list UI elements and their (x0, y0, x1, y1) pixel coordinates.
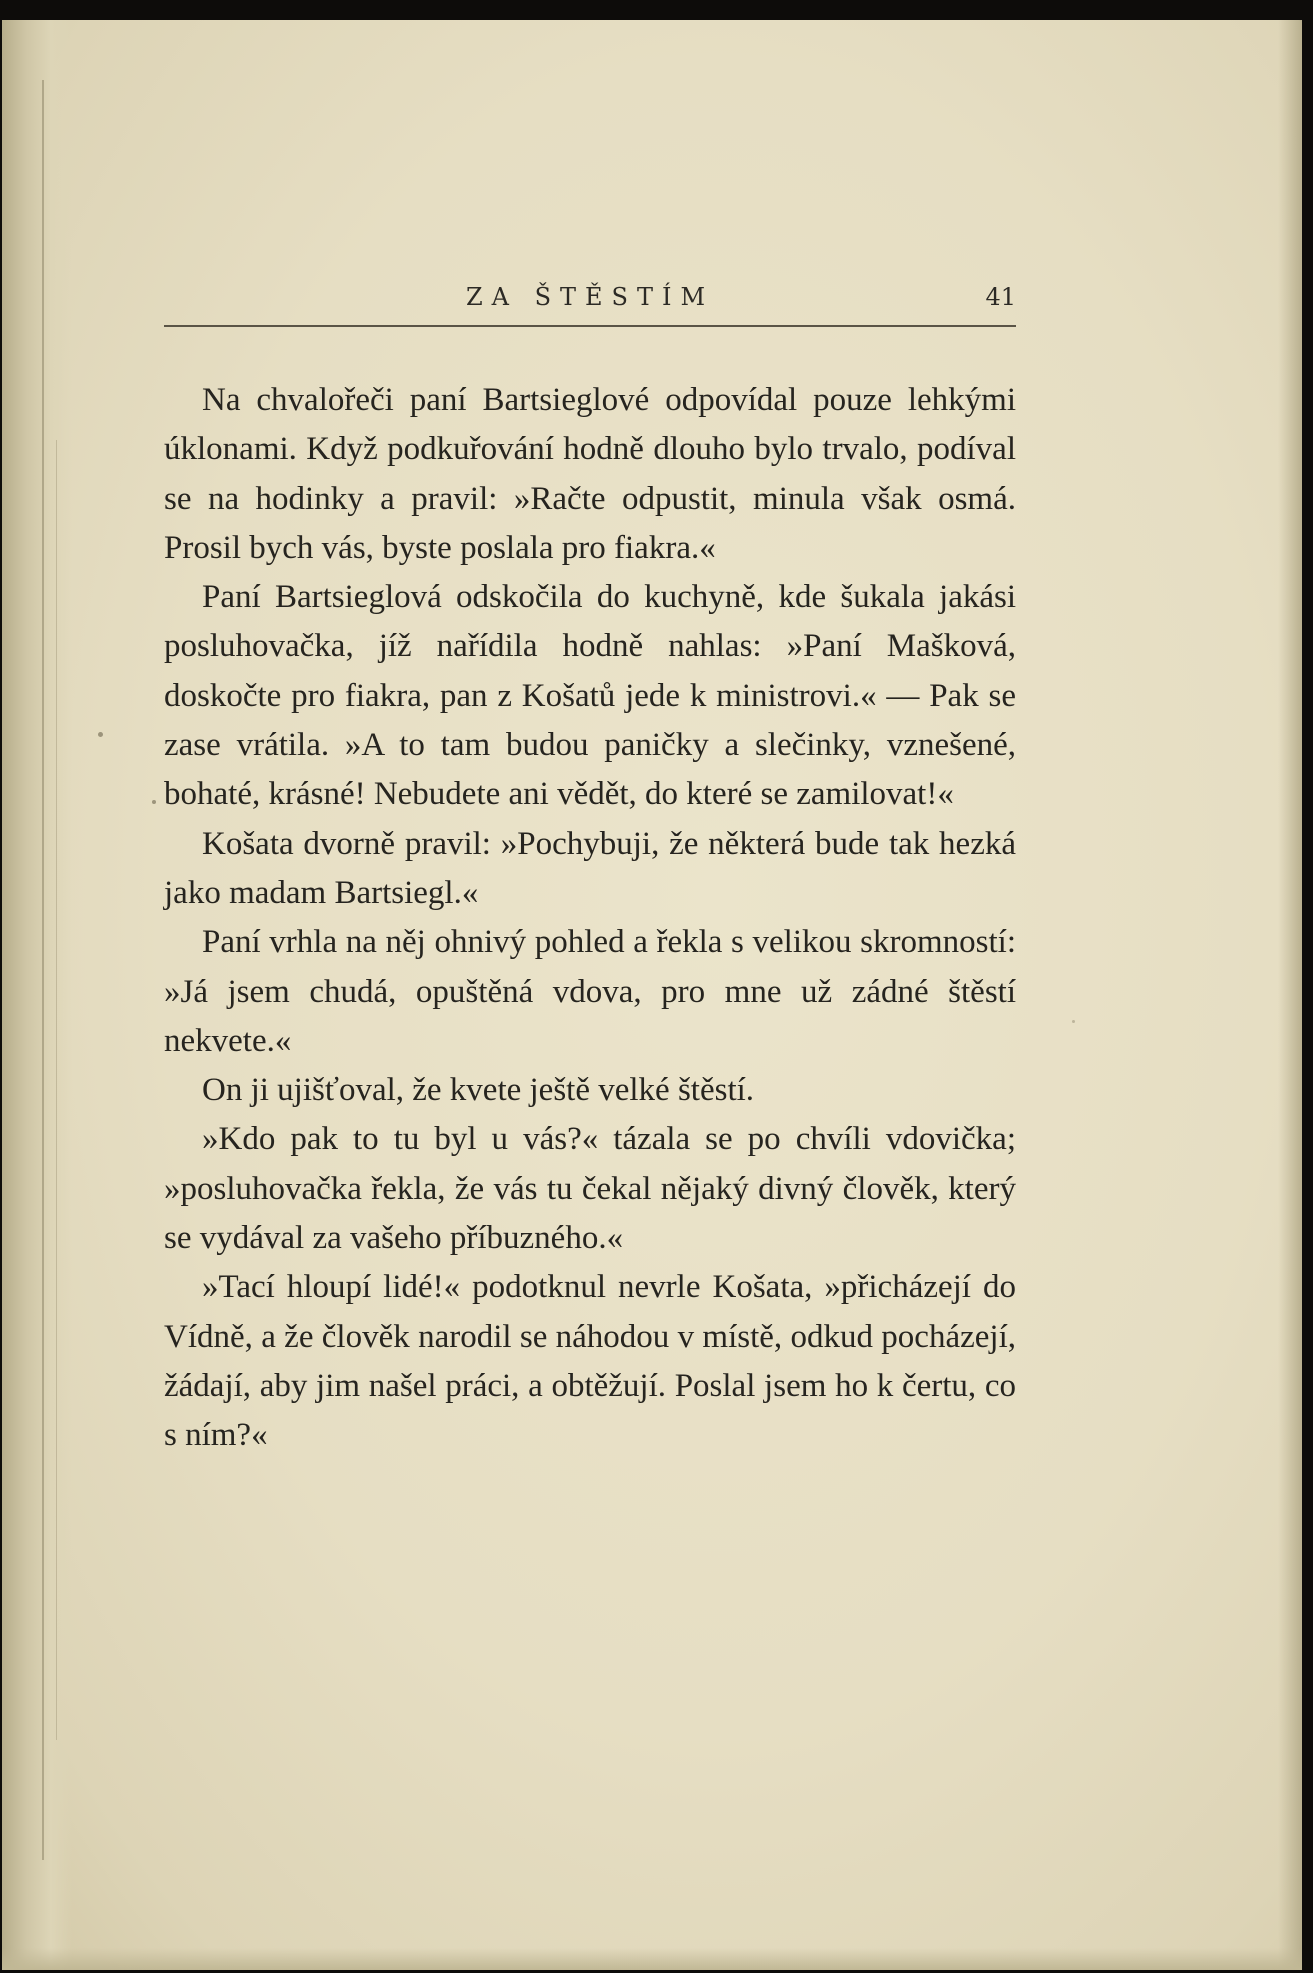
page-gutter-shadow (2, 20, 72, 1970)
paragraph: On ji ujišťoval, že kvete ještě velké štěstí. (202, 1072, 755, 1109)
paragraph: Košata dvorně pravil: »Pochybuji, že některá bude tak hezká jako madam Bartsiegl.« (164, 825, 1016, 911)
paper-speck (98, 732, 103, 737)
body-text (164, 376, 1016, 1461)
paragraph: Paní vrhla na něj ohnivý pohled a řekla s velikou skromností: »Já jsem chudá, opuštěná vdova, pro mne už zádné štěstí nekvete.« (164, 924, 1016, 1059)
paper-speck (152, 800, 156, 804)
page-bottom-edge-shadow (2, 1948, 1302, 1970)
paper-speck (1072, 1020, 1075, 1023)
gutter-fold-line (42, 80, 44, 1860)
running-head (164, 275, 1016, 327)
running-head-title: ZA ŠTĚSTÍM (465, 283, 715, 311)
paragraph: Na chvalořeči paní Bartsieglové odpovídal pouze lehkými úklonami. Když podkuřování hodně dlouho bylo trvalo, podíval se na hodinky a pravil: »Račte odpustit, minula však osmá. Prosil bych vás, byste poslala pro fiakra.« (164, 382, 1016, 566)
paragraph: Paní Bartsieglová odskočila do kuchyně, kde šukala jakási posluhovačka, jíž nařídila hodně nahlas: »Paní Mašková, doskočte pro fiakra, pan z Košatů jede k ministrovi.« — Pak se zase vrátila. »A to tam budou paničky a slečinky, vznešené, bohaté, krásné! Nebudete ani vědět, do které se zamilovat!« (164, 579, 1016, 813)
page-right-edge-shadow (1278, 20, 1302, 1970)
paragraph: »Tací hloupí lidé!« podotknul nevrle Košata, »přicházejí do Vídně, a že člověk narodil se náhodou v místě, odkud pocházejí, žádají, aby jim našel práci, a obtěžují. Poslal jsem ho k čertu, co s ním?« (164, 1269, 1016, 1454)
paragraph: »Kdo pak to tu byl u vás?« tázala se po chvíli vdovička; »posluhovačka řekla, že vás tu čekal nějaký divný člověk, který se vydával za vašeho příbuzného.« (164, 1121, 1016, 1257)
book-page (2, 20, 1302, 1970)
gutter-fold-line-secondary (56, 440, 57, 1740)
page-number: 41 (985, 283, 1016, 311)
